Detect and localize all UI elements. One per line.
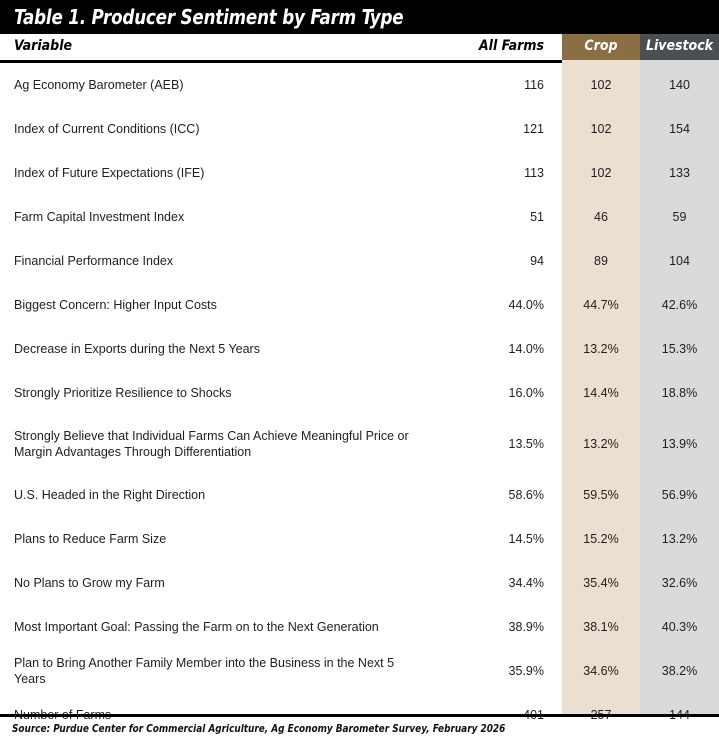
- cell-crop: 102: [590, 166, 612, 180]
- cell-crop: 46: [594, 210, 608, 224]
- column-header-variable: Variable: [0, 34, 500, 60]
- cell-all-farms: 58.6%: [508, 488, 544, 502]
- column-header-crop: Crop: [562, 34, 640, 60]
- cell-all-farms: 38.9%: [508, 620, 544, 634]
- cell-livestock: 13.9%: [661, 437, 698, 451]
- cell-crop: 14.4%: [583, 386, 619, 400]
- cell-all-farms: 34.4%: [508, 576, 544, 590]
- cell-crop: 15.2%: [583, 532, 619, 546]
- table-row: [0, 605, 719, 649]
- cell-crop: 102: [590, 78, 612, 92]
- row-label: Plan to Bring Another Family Member into the Business in the Next 5 Years: [14, 656, 395, 686]
- cell-livestock: 59: [672, 210, 687, 224]
- table-row: [0, 561, 719, 605]
- cell-all-farms: 113: [524, 166, 544, 180]
- cell-livestock: 13.2%: [661, 532, 698, 546]
- row-label: No Plans to Grow my Farm: [14, 576, 165, 590]
- cell-crop: 89: [594, 254, 608, 268]
- cell-all-farms: 13.5%: [508, 437, 544, 451]
- table-row: [0, 371, 719, 415]
- table-row: [0, 151, 719, 195]
- cell-crop: 44.7%: [583, 298, 619, 312]
- table-row: [0, 327, 719, 371]
- row-label: Financial Performance Index: [14, 254, 174, 268]
- row-label: Most Important Goal: Passing the Farm on to the Next Generation: [14, 620, 379, 634]
- row-label: Decrease in Exports during the Next 5 Years: [14, 342, 260, 356]
- cell-livestock: 104: [669, 254, 690, 268]
- row-label: Biggest Concern: Higher Input Costs: [14, 298, 217, 312]
- row-label: Strongly Prioritize Resilience to Shocks: [14, 386, 232, 400]
- table-row: [0, 517, 719, 561]
- row-label: U.S. Headed in the Right Direction: [14, 488, 206, 502]
- cell-all-farms: 121: [523, 122, 544, 136]
- column-header-all-farms: All Farms: [430, 34, 562, 60]
- cell-crop: 34.6%: [583, 664, 619, 678]
- cell-all-farms: 51: [530, 210, 544, 224]
- row-label: Strongly Believe that Individual Farms Can Achieve Meaningful Price or Margin Advantages Through Differentiation: [14, 429, 409, 459]
- column-header-livestock: Livestock: [640, 34, 719, 60]
- table-header-row: [0, 34, 719, 60]
- cell-livestock: 133: [669, 166, 690, 180]
- cell-all-farms: 116: [524, 78, 544, 92]
- cell-livestock: 56.9%: [661, 488, 698, 502]
- table-row: [0, 649, 719, 693]
- cell-livestock: 18.8%: [661, 386, 698, 400]
- table-title-banner: [0, 0, 719, 34]
- cell-crop: 102: [590, 122, 612, 136]
- cell-crop: 59.5%: [583, 488, 619, 502]
- page-title: Table 1. Producer Sentiment by Farm Type: [14, 5, 404, 29]
- table-row: [0, 195, 719, 239]
- cell-livestock: 32.6%: [661, 576, 698, 590]
- table-row: [0, 239, 719, 283]
- cell-livestock: 15.3%: [661, 342, 698, 356]
- cell-all-farms: 35.9%: [508, 664, 544, 678]
- cell-livestock: 42.6%: [661, 298, 698, 312]
- cell-all-farms: 16.0%: [508, 386, 544, 400]
- cell-livestock: 40.3%: [661, 620, 698, 634]
- table-body: [0, 63, 719, 737]
- table-row: [0, 415, 719, 473]
- cell-crop: 13.2%: [583, 342, 619, 356]
- cell-livestock: 154: [669, 122, 690, 136]
- header-divider-rule: [0, 60, 562, 63]
- cell-all-farms: 94: [530, 254, 544, 268]
- table-row: [0, 473, 719, 517]
- row-label: Index of Future Expectations (IFE): [14, 166, 205, 180]
- cell-all-farms: 14.5%: [508, 532, 544, 546]
- source-note: Source: Purdue Center for Commercial Agriculture, Ag Economy Barometer Survey, February 2026: [12, 722, 506, 735]
- cell-crop: 38.1%: [583, 620, 619, 634]
- row-label: Ag Economy Barometer (AEB): [14, 78, 184, 92]
- table-row: [0, 283, 719, 327]
- cell-crop: 35.4%: [583, 576, 619, 590]
- cell-livestock: 38.2%: [661, 664, 698, 678]
- cell-all-farms: 14.0%: [508, 342, 544, 356]
- cell-crop: 13.2%: [583, 437, 619, 451]
- row-label: Plans to Reduce Farm Size: [14, 532, 167, 546]
- cell-all-farms: 44.0%: [508, 298, 544, 312]
- cell-livestock: 140: [669, 78, 690, 92]
- table-bottom-rule: [0, 714, 719, 717]
- table-row: [0, 107, 719, 151]
- row-label: Index of Current Conditions (ICC): [14, 122, 200, 136]
- table-row: [0, 63, 719, 107]
- row-label: Farm Capital Investment Index: [14, 210, 185, 224]
